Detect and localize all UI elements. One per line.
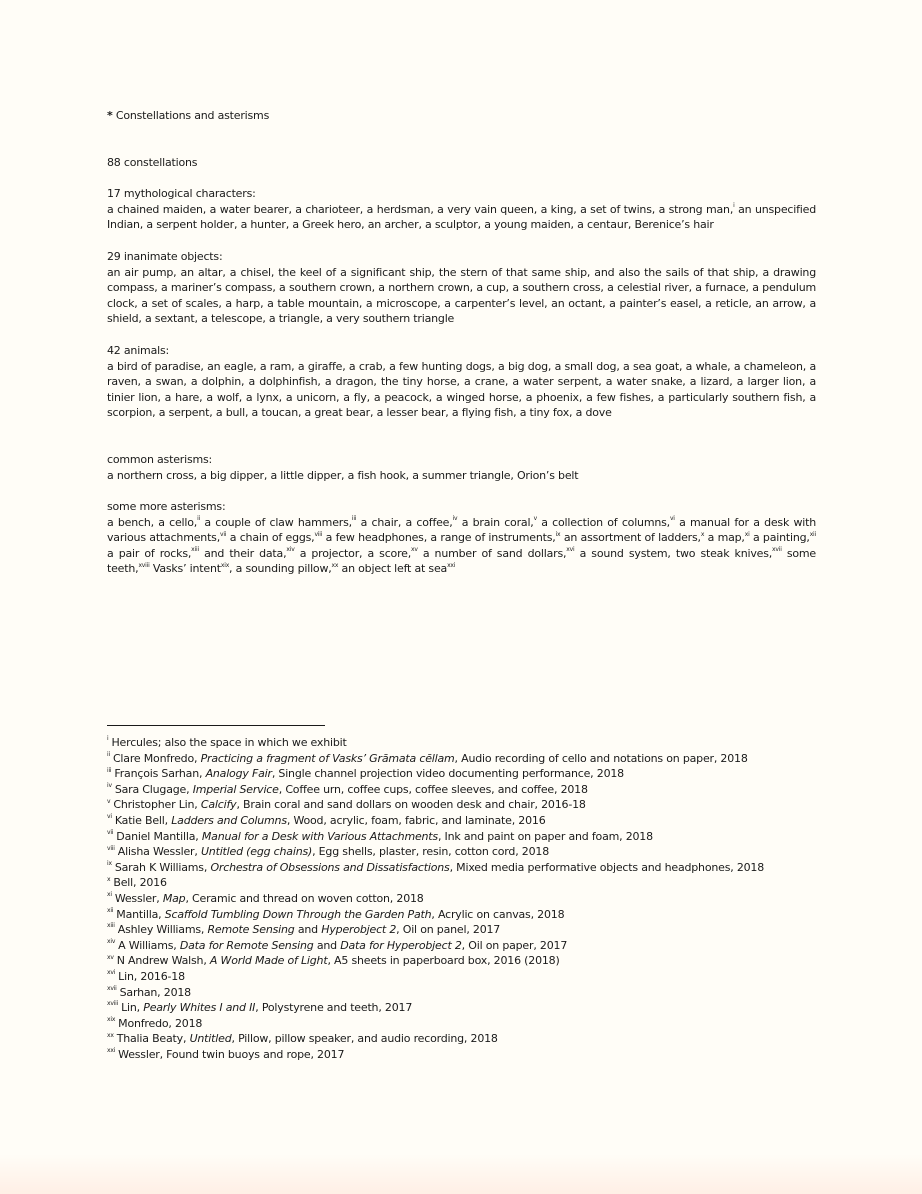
footnote-ref[interactable]: vii [220,530,227,538]
footnote-ref[interactable]: v [533,515,537,523]
footnote-ref[interactable]: xx [331,561,339,569]
work-title: A World Made of Light [209,954,328,968]
footnote-text: Lin, [121,1001,144,1015]
asterism-text: a sound system, two steak knives, [574,546,773,560]
asterism-text: a projector, a score, [294,546,412,560]
footnote-ref[interactable]: iv [452,515,458,523]
footnote-number: v [107,797,111,805]
footnote-item [107,953,816,969]
footnote-number: xvii [107,984,117,992]
asterism-text: a chain of eggs, [226,531,315,545]
asterism-text: a map, [704,531,745,545]
footnote-text: Wessler, Found twin buoys and rope, 2017 [118,1047,345,1061]
footnote-item [107,766,816,782]
work-title: Scaffold Tumbling Down Through the Garden Path [164,907,432,921]
asterism-text: a chair, a coffee, [356,515,453,529]
footnote-text: Katie Bell, [114,813,172,827]
footnote-item [107,1016,816,1032]
footnote-number: xii [107,906,114,914]
footnote-item [107,782,816,798]
footnote-text: , Coffee urn, coffee cups, coffee sleeves, and coffee, 2018 [278,782,588,796]
footnote-text: A Williams, [118,938,180,952]
footnote-text: Sarhan, 2018 [119,985,191,999]
footnote-ref[interactable]: iii [351,515,357,523]
footnote-text: Ashley Williams, [117,923,208,937]
footnote-item [107,1000,816,1016]
inanimate-list: an air pump, an altar, a chisel, the keel of a significant ship, the stern of that same ship, and also the sails of that ship, a drawing compass, a mariner’s compass, a southern crown, a northern crown, a cup, a southern cross, a celestial river, a furnace, a pendulum clock, a set of scales, a harp, a table mountain, a microscope, a carpenter’s level, an octant, a painter’s easel, a reticle, an arrow, a shield, a sextant, a telescope, a triangle, a very southern triangle [107,265,816,326]
footnote-number: i [107,735,109,743]
asterism-text: a few headphones, a range of instruments, [322,531,556,545]
work-title: Imperial Service [192,782,279,796]
footnote-ref[interactable]: xi [744,530,750,538]
asterism-text: a pair of rocks, [107,546,192,560]
asterism-text: , a sounding pillow, [229,562,332,576]
work-title: Untitled [189,1032,232,1046]
footnote-ref[interactable]: x [700,530,705,538]
footnote-item [107,797,816,813]
footnote-item [107,938,816,954]
asterism-text: an assortment of ladders, [560,531,701,545]
section-heading [107,108,816,124]
footnote-text: , Egg shells, plaster, resin, cotton cord, 2018 [312,845,549,859]
footnote-ref[interactable]: xii [809,530,816,538]
footnotes [107,735,816,1062]
footnote-number: viii [107,844,115,852]
footnote-item [107,891,816,907]
footnote-number: x [107,875,111,883]
footnote-text: , Pillow, pillow speaker, and audio recording, 2018 [231,1032,498,1046]
work-title: Calcify [200,798,237,812]
common-asterisms-title: common asterisms: [107,452,213,466]
footnote-item [107,813,816,829]
footnote-ref[interactable]: xvii [772,546,782,554]
footnote-ref[interactable]: ii [197,515,201,523]
work-title: Untitled (egg chains) [200,845,313,859]
work-title: Data for Hyperobject 2 [340,938,462,952]
footnote-text: , Ceramic and thread on woven cotton, 2018 [185,891,424,905]
footnote-text: , Polystyrene and teeth, 2017 [255,1001,413,1015]
footnote-text: , Ink and paint on paper and foam, 2018 [437,829,653,843]
footnote-text: and [294,923,322,937]
asterism-text: Vasks’ intent [149,562,221,576]
asterism-text: a collection of columns, [536,515,670,529]
footnote-text: , Wood, acrylic, foam, fabric, and laminate, 2016 [286,813,546,827]
asterism-text: a manual for a desk with various attachments, [107,515,816,545]
work-title: Hyperobject 2 [321,923,397,937]
footnote-item [107,844,816,860]
footnote-text: Hercules; also the space in which we exhibit [111,736,347,749]
more-asterisms-list [107,515,816,577]
footnote-text: , Brain coral and sand dollars on wooden desk and chair, 2016-18 [236,798,586,812]
asterism-text: a number of sand dollars, [417,546,567,560]
footnote-number: ii [107,750,110,758]
work-title: Data for Remote Sensing [179,938,314,952]
footnote-number: vi [107,813,112,821]
heading-text: Constellations and asterisms [112,109,270,122]
mythological-title: 17 mythological characters: [107,187,256,201]
footnote-item [107,1031,816,1047]
footnote-item [107,860,816,876]
footnote-number: xix [107,1016,116,1024]
footnote-text: N Andrew Walsh, [116,954,210,968]
heading-asterisk: * [107,109,113,122]
footnote-ref[interactable]: xiii [191,546,199,554]
footnote-ref[interactable]: xvi [566,546,575,554]
footnote-text: Thalia Beaty, [116,1032,190,1046]
work-title: Pearly Whites I and II [143,1001,256,1015]
footnote-item [107,985,816,1001]
footnote-divider [107,725,325,726]
footnote-text: François Sarhan, [114,767,206,781]
footnote-number: xv [107,953,114,961]
footnote-text: Sara Clugage, [114,782,193,796]
footnote-text: , Oil on paper, 2017 [461,938,568,952]
footnote-item [107,922,816,938]
footnote-number: xiii [107,922,115,930]
footnote-text: , Mixed media performative objects and headphones, 2018 [449,860,765,874]
footnote-number: iii [107,766,112,774]
footnote-item [107,735,816,751]
footnote-item [107,969,816,985]
asterism-text: and their data, [198,546,287,560]
footnote-number: vii [107,828,114,836]
asterism-text: an object left at sea [338,562,448,576]
footnote-number: xx [107,1031,114,1039]
footnote-number: xxi [107,1047,116,1055]
animals-title: 42 animals: [107,343,170,357]
footnote-number: ix [107,860,112,868]
footnote-text: Bell, 2016 [113,876,167,890]
asterism-text: a bench, a cello, [107,515,198,529]
footnote-ref[interactable]: vi [669,515,675,523]
footnote-text: , Audio recording of cello and notations on paper, 2018 [454,751,748,765]
asterism-text: a painting, [749,531,810,545]
footnote-text: Mantilla, [116,907,165,921]
footnote-number: xi [107,891,112,899]
work-title: Remote Sensing [207,923,295,937]
footnote-ref[interactable]: viii [314,530,323,538]
footnote-text: Daniel Mantilla, [116,829,202,843]
footnote-ref[interactable]: i [733,202,735,210]
footnote-text: Wessler, [114,891,163,905]
footnote-ref[interactable]: xv [411,546,418,554]
footnote-number: xiv [107,938,116,946]
footnote-item [107,751,816,767]
asterism-text: some teeth, [107,546,816,576]
work-title: Ladders and Columns [171,813,287,827]
footnote-ref[interactable]: xviii [138,561,150,569]
footnote-text: , A5 sheets in paperboard box, 2016 (2018) [327,954,560,968]
work-title: Map [162,891,186,905]
footnote-item [107,829,816,845]
footnote-text: Clare Monfredo, [112,751,201,765]
footnote-text: , Oil on panel, 2017 [396,923,501,937]
work-title: Analogy Fair [205,767,272,781]
footnote-text: , Single channel projection video documenting performance, 2018 [271,767,624,781]
animals-list: a bird of paradise, an eagle, a ram, a giraffe, a crab, a few hunting dogs, a big dog, a small dog, a sea goat, a whale, a chameleon, a raven, a swan, a dolphin, a dolphinfish, a dragon, the tiny horse, a crane, a water serpent, a water snake, a lizard, a larger lion, a tinier lion, a hare, a wolf, a lynx, a unicorn, a fly, a peacock, a winged horse, a phoenix, a few fishes, a particularly southern fish, a scorpion, a serpent, a bull, a toucan, a great bear, a lesser bear, a flying fish, a tiny fox, a dove [107,359,816,420]
work-title: Orchestra of Obsessions and Dissatisfactions [210,860,450,874]
page-bottom-shade [0,1154,922,1194]
footnote-item [107,1047,816,1063]
mythological-list: a chained maiden, a water bearer, a charioteer, a herdsman, a very vain queen, a king, a set of twins, a strong man,$^i$ an unspecified Indian, a serpent holder, a hunter, a Greek hero, an archer, a sculptor, a young maiden, a centaur, Berenice’s hair [107,202,816,232]
footnote-text: Monfredo, 2018 [118,1016,203,1030]
work-title: Practicing a fragment of Vasks’ Grāmata cēllam [200,751,455,765]
work-title: Manual for a Desk with Various Attachments [201,829,438,843]
footnote-text: Lin, 2016-18 [118,969,185,983]
footnote-text: and [313,938,341,952]
footnote-item [107,907,816,923]
footnote-number: xvi [107,969,116,977]
footnote-text: , Acrylic on canvas, 2018 [431,907,565,921]
asterism-text: a brain coral, [457,515,534,529]
footnote-ref[interactable]: xxi [447,561,456,569]
footnote-number: xviii [107,1000,119,1008]
footnote-text: Sarah K Williams, [114,860,211,874]
footnote-ref[interactable]: ix [555,530,561,538]
footnote-item [107,875,816,891]
more-asterisms-title: some more asterisms: [107,500,226,514]
footnote-text: Christopher Lin, [113,798,201,812]
common-asterisms-list: a northern cross, a big dipper, a little dipper, a fish hook, a summer triangle, Orion’s belt [107,468,579,482]
footnote-number: iv [107,782,112,790]
main-text [107,108,816,577]
asterism-text: a couple of claw hammers, [200,515,352,529]
constellation-count: 88 constellations [107,155,198,169]
inanimate-title: 29 inanimate objects: [107,249,223,263]
footnote-text: Alisha Wessler, [117,845,201,859]
footnote-ref[interactable]: xix [220,561,230,569]
footnote-ref[interactable]: xiv [286,546,295,554]
